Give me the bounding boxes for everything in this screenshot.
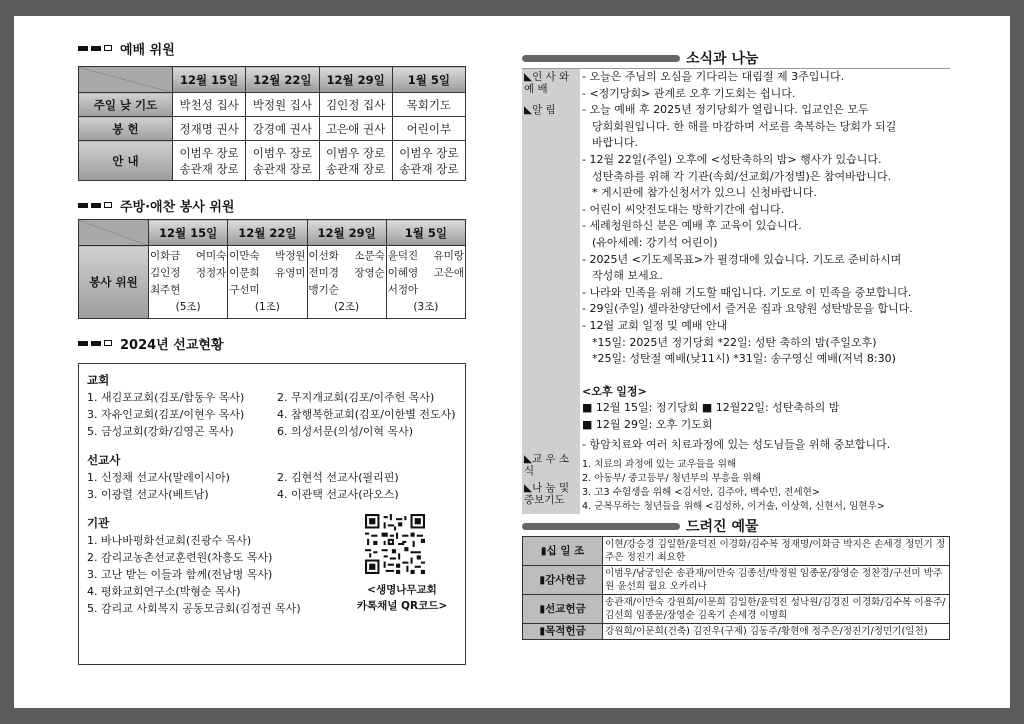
cell-line: 송관재 장로 bbox=[326, 161, 386, 176]
table-cell: 정재명 권사 bbox=[173, 117, 246, 141]
list-item: 2. 무지개교회(김포/이주헌 목사) bbox=[277, 391, 435, 404]
org-heading: 기관 bbox=[87, 516, 110, 530]
table-cell bbox=[392, 141, 465, 181]
news-line: ■ 12월 15일: 정기당회 ■ 12월22일: 성탄축하의 밤 bbox=[582, 401, 840, 415]
news-line: - <정기당회> 관계로 오후 기도회는 쉽니다. bbox=[582, 86, 796, 100]
church-list bbox=[87, 389, 457, 440]
list-item: 1. 바나바평화선교회(진광수 목사) bbox=[87, 534, 252, 547]
person-name: 이문희 bbox=[229, 267, 260, 279]
name-pair bbox=[150, 282, 226, 299]
name-pair bbox=[229, 248, 305, 265]
news-line: 성탄축하를 위해 각 기관(속회/선교회/가정별)은 참여바랍니다. bbox=[592, 169, 892, 183]
list-item: 1. 새김포교회(김포/함동우 목사) bbox=[87, 391, 245, 404]
row-label: ▮십 일 조 bbox=[523, 537, 603, 566]
section-title: 2024년 선교현황 bbox=[120, 337, 224, 353]
name-pair bbox=[388, 248, 464, 265]
section-title: 예배 위원 bbox=[120, 42, 175, 58]
label-notice: ◣알 림 bbox=[524, 104, 556, 116]
name-pair bbox=[388, 282, 464, 299]
person-name: 이선화 bbox=[308, 250, 339, 262]
date-header: 12월 29일 bbox=[307, 220, 386, 246]
label-text: 목적헌금 bbox=[545, 625, 586, 638]
table-cell: 김인정 집사 bbox=[319, 93, 392, 117]
date-header: 12월 29일 bbox=[319, 67, 392, 93]
table-row bbox=[523, 595, 950, 624]
row-label: 봉사 위원 bbox=[79, 246, 149, 319]
table-cell bbox=[319, 141, 392, 181]
row-label: 안 내 bbox=[79, 141, 173, 181]
news-box bbox=[522, 68, 950, 514]
title-bar-icon bbox=[522, 523, 680, 530]
qr-caption-line: 카톡채널 QR코드> bbox=[356, 600, 448, 612]
label-text: 십 일 조 bbox=[546, 544, 585, 557]
name-pair bbox=[150, 248, 226, 265]
list-item: 4. 참행복한교회(김포/이한별 전도사) bbox=[277, 408, 456, 421]
list-item: 6. 의성서문(의성/이혁 목사) bbox=[277, 425, 414, 438]
person-name: 정정자 bbox=[195, 267, 227, 279]
label-text: 선교헌금 bbox=[545, 602, 586, 615]
person-name: 이화금 bbox=[150, 250, 181, 262]
title-mark-icon bbox=[91, 46, 101, 51]
section-title: 주방·애찬 봉사 위원 bbox=[120, 199, 235, 215]
table-row bbox=[79, 141, 466, 181]
table-cell: 고은애 권사 bbox=[319, 117, 392, 141]
label-text: 알 림 bbox=[532, 104, 556, 116]
table-row bbox=[79, 93, 466, 117]
team-label: (5조) bbox=[175, 301, 201, 313]
table-cell: 강경예 권사 bbox=[246, 117, 319, 141]
news-line: 바랍니다. bbox=[592, 136, 639, 150]
team-label: (2조) bbox=[334, 301, 360, 313]
news-heading bbox=[522, 48, 950, 68]
table-cell: 송관재/이만숙 강원희/이문희 김일한/윤덕진 성낙원/김경진 이경화/김수복 이용주/김선희 임종문/장영순 김옥기 손세경 이명희 bbox=[603, 595, 950, 624]
table-cell bbox=[246, 141, 319, 181]
list-item: 4. 평화교회연구소(박형순 목사) bbox=[87, 585, 241, 598]
table-row bbox=[523, 566, 950, 595]
qr-caption bbox=[347, 582, 457, 614]
title-bar-icon bbox=[522, 55, 680, 62]
mission-box bbox=[78, 363, 466, 665]
kitchen-committee-table bbox=[78, 219, 466, 319]
title-mark-icon bbox=[104, 340, 112, 346]
list-item: 3. 이광렬 선교사(베트남) bbox=[87, 488, 209, 501]
label-text: 감사헌금 bbox=[545, 573, 586, 586]
title-mark-icon bbox=[78, 46, 88, 51]
table-cell bbox=[228, 246, 307, 319]
section-title: 소식과 나눔 bbox=[686, 51, 759, 67]
row-label: 봉 헌 bbox=[79, 117, 173, 141]
news-line: *15일: 2025년 정기당회 *22일: 성탄 축하의 밤(주일오후) bbox=[592, 335, 877, 349]
news-line: - 나라와 민족을 위해 기도할 때입니다. 기도로 이 민족을 중보합니다. bbox=[582, 285, 912, 299]
person-name: 서정아 bbox=[387, 284, 419, 296]
label-greeting: ◣인 사 와 예 배 bbox=[524, 71, 570, 95]
list-item: 2. 김현석 선교사(필리핀) bbox=[277, 471, 399, 484]
table-row bbox=[523, 537, 950, 566]
table-cell: 이현/강승경 김일한/윤덕진 이경화/김수복 정재명/이화금 박지은 손세경 정민기 정주은 정진기 최요한 bbox=[603, 537, 950, 566]
church-heading: 교회 bbox=[87, 373, 110, 387]
news-line: - 12월 교회 일정 및 예배 안내 bbox=[582, 318, 728, 332]
table-cell: 어린이부 bbox=[392, 117, 465, 141]
kitchen-committee-heading bbox=[78, 195, 468, 215]
cell-line: 송관재 장로 bbox=[252, 161, 312, 176]
afternoon-schedule-title: <오후 일정> bbox=[582, 384, 647, 398]
table-cell: 목회기도 bbox=[392, 93, 465, 117]
left-column bbox=[78, 38, 468, 665]
news-content bbox=[580, 69, 950, 514]
label-text: 나 눔 및 중보기도 bbox=[524, 482, 570, 506]
diagonal-header-cell bbox=[79, 220, 149, 246]
worship-committee-table bbox=[78, 66, 466, 181]
table-header-row bbox=[79, 67, 466, 93]
person-name: 전미경 bbox=[308, 267, 339, 279]
name-pair bbox=[229, 282, 305, 299]
news-line: - 항암치료와 여러 치료과정에 있는 성도님들을 위해 중보합니다. bbox=[582, 438, 891, 452]
news-line: *25일: 성탄절 예배(낮11시) *31일: 송구영신 예배(저녁 8:30) bbox=[592, 352, 896, 366]
cell-line: 이범우 장로 bbox=[399, 145, 459, 160]
date-header: 1월 5일 bbox=[392, 67, 465, 93]
label-member-news: ◣교 우 소 식 bbox=[524, 453, 570, 477]
list-item: 2. 아동부/ 중고등부/ 청년부의 부흥을 위해 bbox=[582, 473, 762, 485]
offering-table bbox=[522, 536, 950, 640]
list-item: 1. 치료의 과정에 있는 교우들을 위해 bbox=[582, 459, 737, 471]
name-pair bbox=[388, 265, 464, 282]
table-row bbox=[79, 117, 466, 141]
person-name: 소문숙 bbox=[354, 250, 385, 262]
row-label: ▮목적헌금 bbox=[523, 624, 603, 640]
qr-code-icon[interactable] bbox=[365, 514, 425, 574]
table-cell bbox=[307, 246, 386, 319]
bulletin-page bbox=[14, 16, 1010, 708]
person-name: 맹기순 bbox=[308, 284, 339, 296]
team-label: (3조) bbox=[413, 301, 439, 313]
name-pair bbox=[309, 282, 385, 299]
list-item: 4. 군복무하는 청년들을 위해 <김성하, 이거솔, 이상혁, 신현서, 임현우> bbox=[582, 501, 885, 513]
person-name: 박정원 bbox=[275, 250, 306, 262]
mission-heading bbox=[78, 333, 468, 353]
name-pair bbox=[150, 265, 226, 282]
date-header: 12월 22일 bbox=[228, 220, 307, 246]
row-label: ▮선교헌금 bbox=[523, 595, 603, 624]
name-pair bbox=[309, 248, 385, 265]
prayer-list bbox=[582, 458, 950, 514]
list-item: 2. 감리교농촌선교훈련원(차흥도 목사) bbox=[87, 551, 273, 564]
label-prayer: ◣나 눔 및 중보기도 bbox=[524, 482, 570, 506]
table-header-row bbox=[79, 220, 466, 246]
news-line: ■ 12월 29일: 오후 기도회 bbox=[582, 417, 713, 431]
news-line: - 12월 22일(주일) 오후에 <성탄축하의 밤> 행사가 있습니다. bbox=[582, 152, 882, 166]
person-name: 고은애 bbox=[433, 267, 464, 279]
news-line: - 세례청원하신 분은 예배 후 교육이 있습니다. bbox=[582, 219, 802, 233]
title-mark-icon bbox=[78, 341, 88, 346]
label-text: 인 사 와 예 배 bbox=[524, 71, 570, 95]
news-line: 당회회원입니다. 한 해를 마감하며 서로를 축복하는 당회가 되길 bbox=[592, 119, 897, 133]
person-name: 여미숙 bbox=[195, 250, 227, 262]
news-line: * 게시판에 참가신청서가 있으니 신청바랍니다. bbox=[592, 186, 817, 200]
list-item: 5. 감리교 사회복지 공동모금회(김정권 목사) bbox=[87, 602, 301, 615]
table-row bbox=[523, 624, 950, 640]
label-text: 교 우 소 식 bbox=[524, 453, 570, 477]
cell-line: 이범우 장로 bbox=[326, 145, 386, 160]
list-item: 5. 금성교회(강화/김영곤 목사) bbox=[87, 425, 234, 438]
table-cell: 이범우/남궁인순 송관재/이만숙 김종선/박정원 임종문/장영순 정찬경/구선미 박주원 윤선희 월요 오카리나 bbox=[603, 566, 950, 595]
title-mark-icon bbox=[91, 341, 101, 346]
news-line: 작성해 보세요. bbox=[592, 269, 663, 283]
news-line: - 29일(주일) 셀라찬양단에서 즐거운 집과 요양원 성탄방문을 합니다. bbox=[582, 302, 913, 316]
person-name: 최주현 bbox=[150, 284, 181, 296]
title-mark-icon bbox=[78, 203, 88, 208]
cell-line: 송관재 장로 bbox=[179, 161, 239, 176]
table-row bbox=[79, 246, 466, 319]
news-line: - 어린이 씨앗전도대는 방학기간에 쉽니다. bbox=[582, 202, 785, 216]
table-cell: 박천성 집사 bbox=[173, 93, 246, 117]
news-line: - 2025년 <기도제목표>가 필경대에 있습니다. 기도로 준비하시며 bbox=[582, 252, 902, 266]
title-mark-icon bbox=[104, 202, 112, 208]
team-label: (1조) bbox=[254, 301, 280, 313]
person-name: 구선미 bbox=[229, 284, 260, 296]
date-header: 1월 5일 bbox=[386, 220, 465, 246]
list-item: 1. 신정채 선교사(말레이시아) bbox=[87, 471, 230, 484]
list-item: 3. 고난 받는 이들과 함께(전남병 목사) bbox=[87, 568, 273, 581]
news-label-column bbox=[522, 69, 580, 514]
name-pair bbox=[229, 265, 305, 282]
table-cell: 박정원 집사 bbox=[246, 93, 319, 117]
person-name: 장영순 bbox=[354, 267, 385, 279]
date-header: 12월 15일 bbox=[173, 67, 246, 93]
cell-line: 이범우 장로 bbox=[179, 145, 239, 160]
qr-caption-line: <생명나무교회 bbox=[367, 584, 437, 596]
spacer bbox=[582, 368, 950, 384]
row-label: ▮감사헌금 bbox=[523, 566, 603, 595]
person-name: 이만숙 bbox=[229, 250, 260, 262]
title-mark-icon bbox=[104, 45, 112, 51]
table-cell bbox=[149, 246, 228, 319]
row-label: 주일 낮 기도 bbox=[79, 93, 173, 117]
news-line: - 오늘 예배 후 2025년 정기당회가 열립니다. 입교인은 모두 bbox=[582, 103, 869, 117]
section-title: 드려진 예물 bbox=[686, 519, 759, 536]
date-header: 12월 15일 bbox=[149, 220, 228, 246]
list-item: 4. 이관택 선교사(라오스) bbox=[277, 488, 399, 501]
name-pair bbox=[309, 265, 385, 282]
right-column bbox=[522, 48, 950, 640]
title-mark-icon bbox=[91, 203, 101, 208]
table-cell bbox=[386, 246, 465, 319]
diagonal-header-cell bbox=[79, 67, 173, 93]
news-line: - 오늘은 주님의 오심을 기다리는 대림절 제 3주입니다. bbox=[582, 70, 845, 83]
person-name: 김인정 bbox=[150, 267, 181, 279]
missionary-heading: 선교사 bbox=[87, 453, 121, 467]
table-cell: 강원희/이문희(건축) 김진우(구제) 김동주/황현애 정주은/정진기/정민기(일천) bbox=[603, 624, 950, 640]
list-item: 3. 고3 수험생을 위해 <김서안, 김주아, 백수민, 전세현> bbox=[582, 487, 820, 499]
news-line: (유아세례: 강기석 어린이) bbox=[592, 235, 718, 249]
offering-heading bbox=[522, 516, 950, 536]
person-name: 유영미 bbox=[275, 267, 306, 279]
list-item: 3. 자유인교회(김포/이현우 목사) bbox=[87, 408, 245, 421]
person-name: 이혜영 bbox=[387, 267, 419, 279]
person-name: 윤덕진 bbox=[387, 250, 419, 262]
cell-line: 이범우 장로 bbox=[252, 145, 312, 160]
missionary-list bbox=[87, 469, 457, 503]
cell-line: 송관재 장로 bbox=[399, 161, 459, 176]
date-header: 12월 22일 bbox=[246, 67, 319, 93]
person-name: 유미랑 bbox=[433, 250, 464, 262]
worship-committee-heading bbox=[78, 38, 468, 58]
table-cell bbox=[173, 141, 246, 181]
